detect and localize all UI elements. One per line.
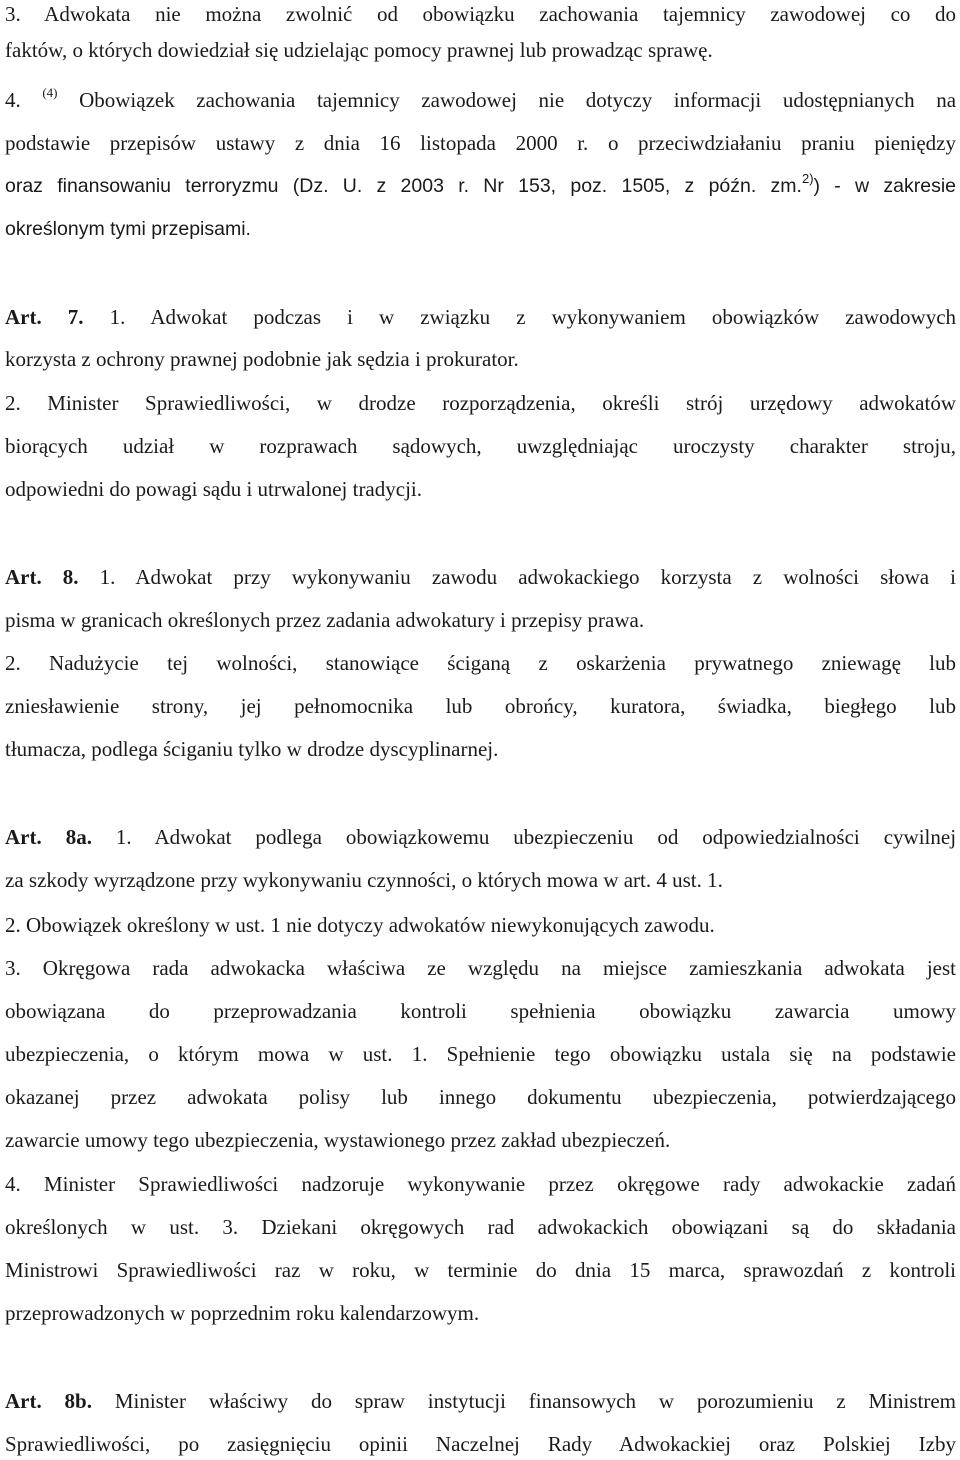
text: biorących udział w rozprawach sądowych, uwzględniając uroczysty charakter stroju, [5,434,956,458]
art8a-para4-line3 [5,1256,956,1284]
art8a-para3-line3 [5,1040,956,1068]
text: faktów, o których dowiedział się udzielając pomocy prawnej lub prowadząc sprawę. [5,38,713,62]
art7-para1-line1 [5,303,956,331]
text: oraz finansowaniu terroryzmu [5,175,279,197]
art6-para4-line2 [5,129,956,157]
text: za szkody wyrządzone przy wykonywaniu czynności, o których mowa w art. 4 ust. 1. [5,868,723,892]
art8-para1-line1 [5,563,956,591]
art8-para2-line3 [5,735,956,763]
text: obowiązana do przeprowadzania kontroli spełnienia obowiązku zawarcia umowy [5,999,956,1023]
article-heading: Art. 7. [5,305,84,329]
text: ) - w zakresie [813,175,956,197]
art8a-para4-line2 [5,1213,956,1241]
text: zawarcie umowy tego ubezpieczenia, wystawionego przez zakład ubezpieczeń. [5,1128,671,1152]
text: 3. Okręgowa rada adwokacka właściwa ze względu na miejsce zamieszkania adwokata jest [5,956,956,980]
text: korzysta z ochrony prawnej podobnie jak sędzia i prokurator. [5,347,519,371]
art6-para3-line2 [5,36,956,64]
citation: (Dz. U. z 2003 r. Nr 153, poz. 1505, z późn. zm. [292,175,802,197]
article-heading: Art. 8. [5,565,79,589]
text: Minister właściwy do spraw instytucji finansowych w porozumieniu z Ministrem [114,1389,956,1413]
art7-para2-line1 [5,389,956,417]
text: określonym tymi przepisami. [5,218,251,240]
para-number: 1. [109,305,126,329]
art8a-para1-line2 [5,866,956,894]
text: 2. Minister Sprawiedliwości, w drodze rozporządzenia, określi strój urzędowy adwokatów [5,391,956,415]
para-number: 4. [5,88,21,112]
art8a-para4-line4 [5,1299,956,1327]
text: przeprowadzonych w poprzednim roku kalendarzowym. [5,1301,480,1325]
art6-para4-line4 [5,215,956,243]
footnote-marker: (4) [42,86,58,100]
text: pisma w granicach określonych przez zadania adwokatury i przepisy prawa. [5,608,645,632]
para-number: 1. [115,825,132,849]
art8b-line1 [5,1387,956,1415]
text: odpowiedni do powagi sądu i utrwalonej tradycji. [5,477,422,501]
art8a-para3-line4 [5,1083,956,1111]
art6-para3-line1 [5,0,956,28]
text: o przeciwdziałaniu praniu pieniędzy [607,131,956,155]
art8-para1-line2 [5,606,956,634]
art8a-para3-line5 [5,1126,956,1154]
footnote-marker: 2) [801,172,814,186]
text: Adwokat podczas i w związku z wykonywaniem obowiązków zawodowych [150,305,956,329]
text: Ministrowi Sprawiedliwości raz w roku, w terminie do dnia 15 marca, sprawozdań z kontroli [5,1258,956,1282]
text: Adwokat przy wykonywaniu zawodu adwokackiego korzysta z wolności słowa i [135,565,956,589]
text: 2. Obowiązek określony w ust. 1 nie dotyczy adwokatów niewykonujących zawodu. [5,913,715,937]
art8-para2-line1 [5,649,956,677]
art7-para1-line2 [5,345,956,373]
text: podstawie przepisów ustawy z dnia 16 listopada 2000 r. [5,131,589,155]
para-number: 1. [99,565,116,589]
text: 3. Adwokata nie można zwolnić od obowiązku zachowania tajemnicy zawodowej co do [5,2,956,26]
art8a-para1-line1 [5,823,956,851]
art8a-para3-line1 [5,954,956,982]
art8-para2-line2 [5,692,956,720]
text: Obowiązek zachowania tajemnicy zawodowej nie dotyczy informacji udostępnianych na [79,88,956,112]
article-heading: Art. 8b. [5,1389,92,1413]
text: Adwokat podlega obowiązkowemu ubezpieczeniu od odpowiedzialności cywilnej [154,825,956,849]
text: 2. Nadużycie tej wolności, stanowiące ściganą z oskarżenia prywatnego zniewagę lub [5,651,956,675]
art8a-para2-line1 [5,911,956,939]
text: tłumacza, podlega ściganiu tylko w drodze dyscyplinarnej. [5,737,499,761]
art7-para2-line3 [5,475,956,503]
article-heading: Art. 8a. [5,825,92,849]
text: ubezpieczenia, o którym mowa w ust. 1. Spełnienie tego obowiązku ustala się na podstawie [5,1042,956,1066]
art8b-line2 [5,1430,956,1458]
text: 4. Minister Sprawiedliwości nadzoruje wykonywanie przez okręgowe rady adwokackie zadań [5,1172,956,1196]
art8a-para3-line2 [5,997,956,1025]
text: Sprawiedliwości, po zasięgnięciu opinii Naczelnej Rady Adwokackiej oraz Polskiej Izby [5,1432,956,1456]
art7-para2-line2 [5,432,956,460]
art8a-para4-line1 [5,1170,956,1198]
text: okazanej przez adwokata polisy lub innego dokumentu ubezpieczenia, potwierdzającego [5,1085,956,1109]
art6-para4-line3 [5,172,956,200]
text: określonych w ust. 3. Dziekani okręgowych rad adwokackich obowiązani są do składania [5,1215,956,1239]
art6-para4-line1 [5,86,956,114]
text: zniesławienie strony, jej pełnomocnika lub obrońcy, kuratora, świadka, biegłego lub [5,694,956,718]
